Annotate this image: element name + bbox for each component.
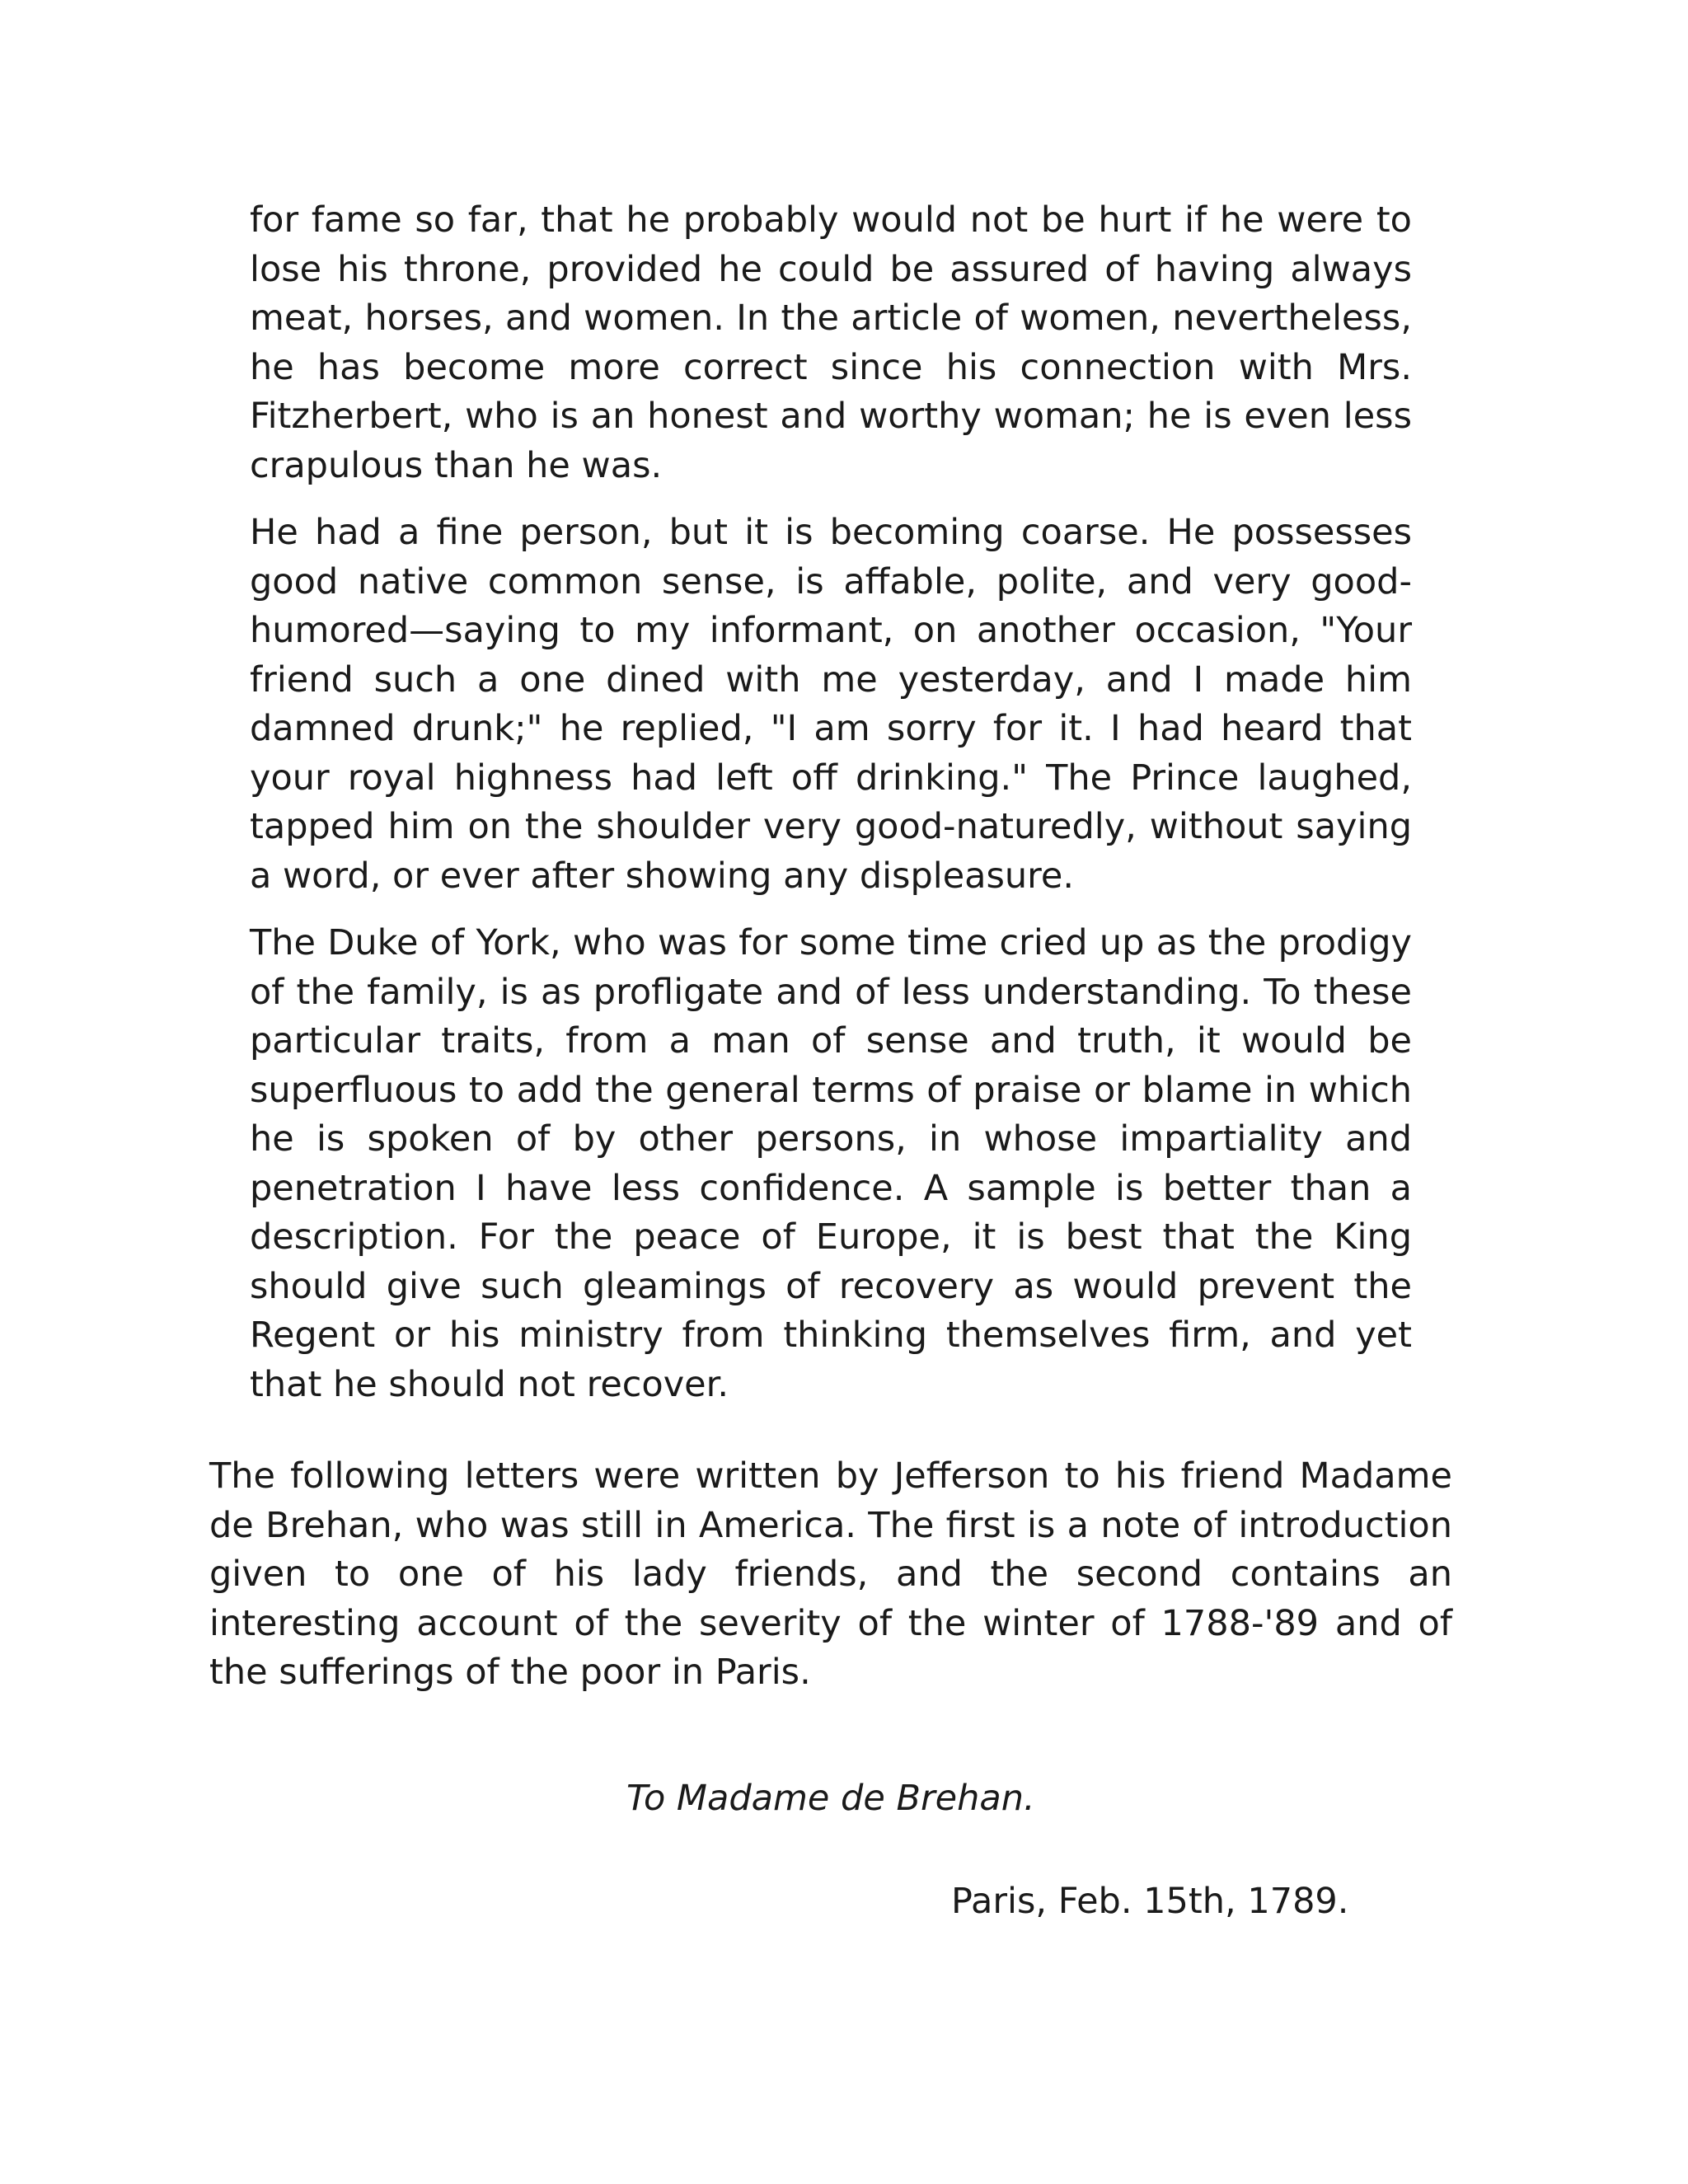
letter-heading: To Madame de Brehan. xyxy=(626,1778,1035,1819)
quote-paragraph-1: for fame so far, that he probably would not be hurt if he were to lose his throne, provided he could be assured of having always meat, horses, and women. In the article of women, nevertheless, he has become more correct since his connection with Mrs. Fitzherbert, who is an honest and worthy woman; he is even less crapulous than he was. xyxy=(250,199,1412,486)
letter-dateline: Paris, Feb. 15th, 1789. xyxy=(951,1881,1349,1922)
quote-paragraph-2: He had a fine person, but it is becoming coarse. He possesses good native common sense, is affable, polite, and very good-humored—saying to my informant, on another occasion, "Your friend such a one dined with me yesterday, and I made him damned drunk;" he replied, "I am sorry for it. I had heard that your royal highness had left off drinking." The Prince laughed, tapped him on the shoulder very good-naturedly, without saying a word, or ever after showing any displeasure. xyxy=(250,512,1412,897)
block-quote xyxy=(250,196,1412,1427)
quote-paragraph-3: The Duke of York, who was for some time cried up as the prodigy of the family, is as profligate and of less understanding. To these particular traits, from a man of sense and truth, it would be superfluous to add the general terms of praise or blame in which he is spoken of by other persons, in whose impartiality and penetration I have less confidence. A sample is better than a description. For the peace of Europe, it is best that the King should give such gleamings of recovery as would prevent the Regent or his ministry from thinking themselves firm, and yet that he should not recover. xyxy=(250,922,1412,1405)
body-paragraph: The following letters were written by Jefferson to his friend Madame de Brehan, who was still in America. The first is a note of introduction given to one of his lady friends, and the second contains an interesting account of the severity of the winter of 1788-'89 and of the sufferings of the poor in Paris. xyxy=(209,1455,1452,1693)
